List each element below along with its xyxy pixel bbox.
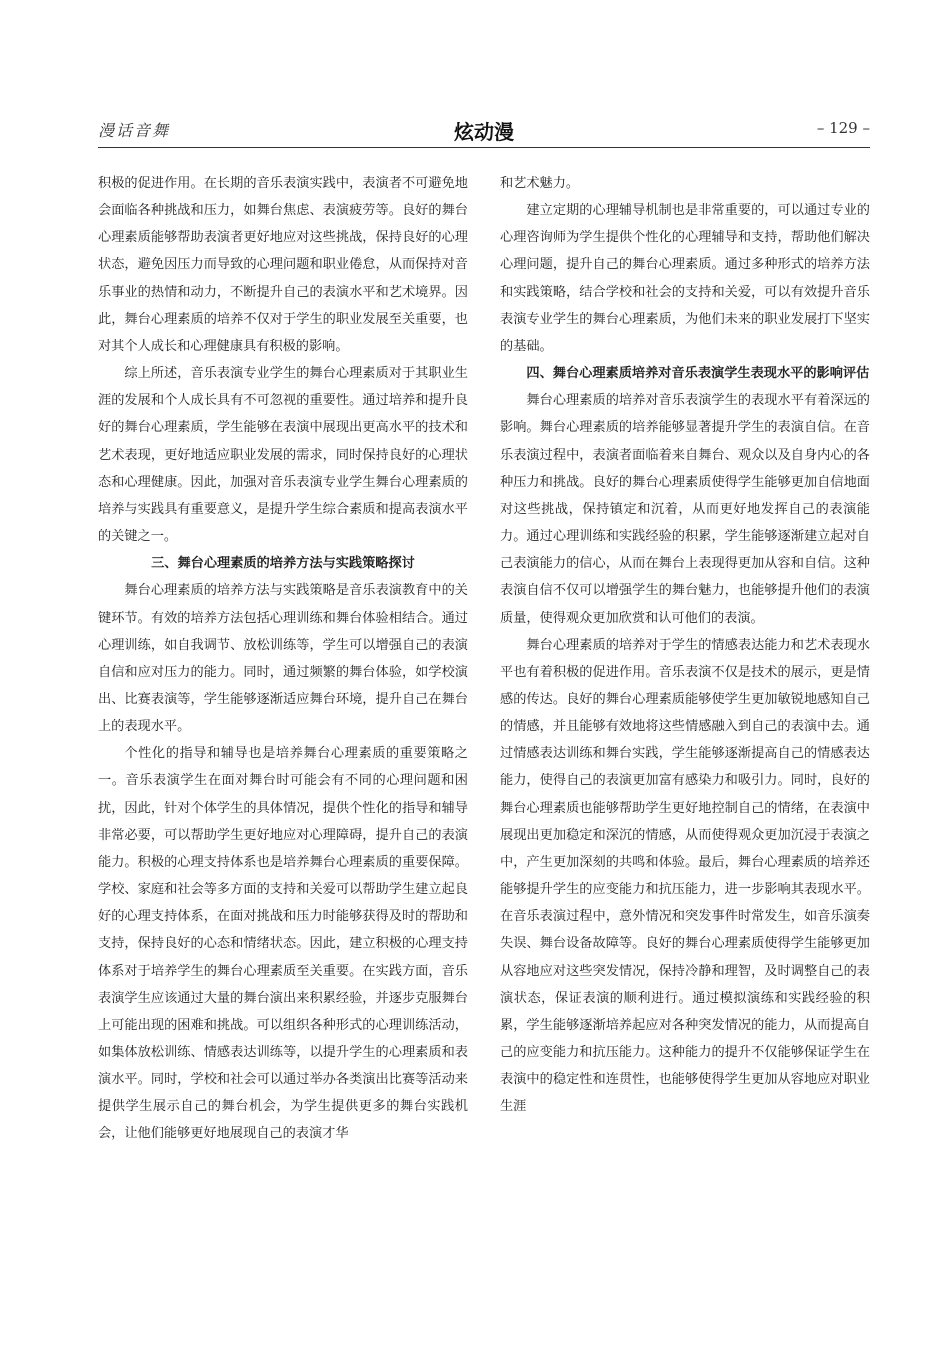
running-header [98,116,870,144]
section-heading: 四、舞台心理素质培养对音乐表演学生表现水平的影响评估 [526,366,870,382]
paragraph: 积极的促进作用。在长期的音乐表演实践中，表演者不可避免地会面临各种挑战和压力，如舞台焦虑、表演疲劳等。良好的舞台心理素质能够帮助表演者更好地应对这些挑战，保持良好的心理状态，避免因压力而导致的心理问题和职业倦怠，从而保持对音乐事业的热情和动力，不断提升自己的表演水平和艺术境界。因此，舞台心理素质的培养不仅对于学生的职业发展至关重要，也对其个人成长和心理健康具有积极的影响。 [98,176,468,354]
page-number: – 129 – [816,119,870,137]
paragraph: 综上所述，音乐表演专业学生的舞台心理素质对于其职业生涯的发展和个人成长具有不可忽视的重要性。通过培养和提升良好的舞台心理素质，学生能够在表演中展现出更高水平的技术和艺术表现，更好地适应职业发展的需求，同时保持良好的心理状态和心理健康。因此，加强对音乐表演专业学生舞台心理素质的培养与实践具有重要意义，是提升学生综合素质和提高表演水平的关键之一。 [98,366,468,545]
paragraph: 舞台心理素质的培养对于学生的情感表达能力和艺术表现水平也有着积极的促进作用。音乐表演不仅是技术的展示，更是情感的传达。良好的舞台心理素质能够使学生更加敏锐地感知自己的情感，并且能够有效地将这些情感融入到自己的表演中去。通过情感表达训练和舞台实践，学生能够逐渐提高自己的情感表达能力，使得自己的表演更加富有感染力和吸引力。同时，良好的舞台心理素质也能够帮助学生更好地控制自己的情绪，在表演中展现出更加稳定和深沉的情感，从而使得观众更加沉浸于表演之中，产生更加深刻的共鸣和体验。最后，舞台心理素质的培养还能够提升学生的应变能力和抗压能力，进一步影响其表现水平。在音乐表演过程中，意外情况和突发事件时常发生，如音乐演奏失误、舞台设备故障等。良好的舞台心理素质使得学生能够更加从容地应对这些突发情况，保持冷静和理智，及时调整自己的表演状态，保证表演的顺利进行。通过模拟演练和实践经验的积累，学生能够逐渐培养起应对各种突发情况的能力，从而提高自己的应变能力和抗压能力。这种能力的提升不仅能够保证学生在表演中的稳定性和连贯性，也能够使得学生更加从容地应对职业生涯 [500,637,870,1115]
section-heading: 三、舞台心理素质的培养方法与实践策略探讨 [151,556,415,572]
paragraph: 舞台心理素质的培养对音乐表演学生的表现水平有着深远的影响。舞台心理素质的培养能够显著提升学生的表演自信。在音乐表演过程中，表演者面临着来自舞台、观众以及自身内心的各种压力和挑战。良好的舞台心理素质使得学生能够更加自信地面对这些挑战，保持镇定和沉着，从而更好地发挥自己的表演能力。通过心理训练和实践经验的积累，学生能够逐渐建立起对自己表演能力的信心，从而在舞台上表现得更加从容和自信。这种表演自信不仅可以增强学生的舞台魅力，也能够提升他们的表演质量，使得观众更加欣赏和认可他们的表演。 [500,393,870,626]
journal-column-name: 漫话音舞 [98,121,171,140]
paragraph: 建立定期的心理辅导机制也是非常重要的，可以通过专业的心理咨询师为学生提供个性化的心理辅导和支持，帮助他们解决心理问题，提升自己的舞台心理素质。通过多种形式的培养方法和实践策略，结合学校和社会的支持和关爱，可以有效提升音乐表演专业学生的舞台心理素质，为他们未来的职业发展打下坚实的基础。 [500,203,870,354]
paragraph: 和艺术魅力。 [500,176,580,191]
left-column [98,170,468,1148]
right-column [500,170,870,1120]
paragraph: 舞台心理素质的培养方法与实践策略是音乐表演教育中的关键环节。有效的培养方法包括心理训练和舞台体验相结合。通过心理训练，如自我调节、放松训练等，学生可以增强自己的表演自信和应对压力的能力。同时，通过频繁的舞台体验，如学校演出、比赛表演等，学生能够逐渐适应舞台环境，提升自己在舞台上的表现水平。 [98,583,468,735]
header-rule [98,147,870,148]
journal-title: 炫动漫 [454,120,514,144]
paragraph: 个性化的指导和辅导也是培养舞台心理素质的重要策略之一。音乐表演学生在面对舞台时可能会有不同的心理问题和困扰，因此，针对个体学生的具体情况，提供个性化的指导和辅导非常必要，可以帮助学生更好地应对心理障碍，提升自己的表演能力。积极的心理支持体系也是培养舞台心理素质的重要保障。学校、家庭和社会等多方面的支持和关爱可以帮助学生建立起良好的心理支持体系，在面对挑战和压力时能够获得及时的帮助和支持，保持良好的心态和情绪状态。因此，建立积极的心理支持体系对于培养学生的舞台心理素质至关重要。在实践方面，音乐表演学生应该通过大量的舞台演出来积累经验，并逐步克服舞台上可能出现的困难和挑战。可以组织各种形式的心理训练活动，如集体放松训练、情感表达训练等，以提升学生的心理素质和表演水平。同时，学校和社会可以通过举办各类演出比赛等活动来提供学生展示自己的舞台机会，为学生提供更多的舞台实践机会，让他们能够更好地展现自己的表演才华 [98,746,468,1142]
